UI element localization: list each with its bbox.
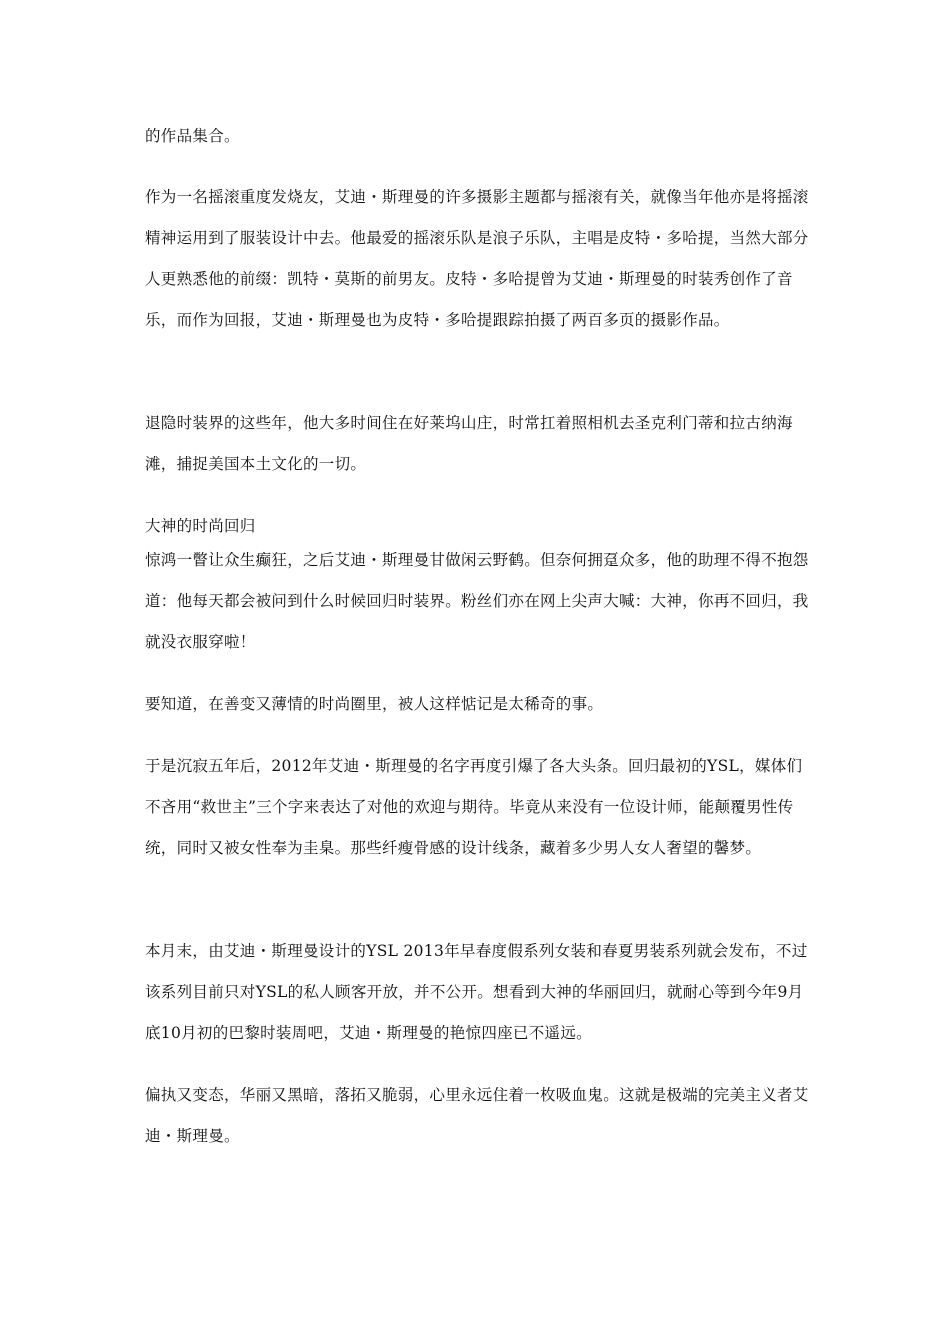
paragraph-rock-photography: 作为一名摇滚重度发烧友，艾迪・斯理曼的许多摄影主题都与摇滚有关，就像当年他亦是将摇滚精神运用到了服装设计中去。他最爱的摇滚乐队是浪子乐队，主唱是皮特・多哈提，当然大部分人更熟悉他的前缀：凯特・莫斯的前男友。皮特・多哈提曾为艾迪・斯理曼的时装秀创作了音乐，而作为回报，艾迪・斯理曼也为皮特・多哈提跟踪拍摄了两百多页的摄影作品。 [145, 188, 809, 329]
paragraph-ysl-collection: 本月末，由艾迪・斯理曼设计的YSL 2013年早春度假系列女装和春夏男装系列就会发布，不过该系列目前只对YSL的私人顾客开放，并不公开。想看到大神的华丽回归，就耐心等到今年9月底10月初的巴黎时装周吧，艾迪・斯理曼的艳惊四座已不遥远。 [145, 942, 808, 1042]
paragraph-conclusion: 偏执又变态，华丽又黑暗，落拓又脆弱，心里永远住着一枚吸血鬼。这就是极端的完美主义者艾迪・斯理曼。 [145, 1086, 809, 1145]
section-heading: 大神的时尚回归 [145, 517, 256, 535]
paragraph-retirement: 退隐时装界的这些年，他大多时间住在好莱坞山庄，时常扛着照相机去圣克利门蒂和拉古纳海滩，捕捉美国本土文化的一切。 [145, 414, 793, 473]
paragraph-fans: 惊鸿一瞥让众生癫狂，之后艾迪・斯理曼甘做闲云野鹤。但奈何拥趸众多，他的助理不得不抱怨道：他每天都会被问到什么时候回归时装界。粉丝们亦在网上尖声大喊：大神，你再不回归，我就没衣服穿啦！ [145, 551, 809, 651]
paragraph-intro-end: 的作品集合。 [145, 127, 240, 145]
paragraph-return-2012: 于是沉寂五年后，2012年艾迪・斯理曼的名字再度引爆了各大头条。回归最初的YSL，媒体们不吝用“救世主”三个字来表达了对他的欢迎与期待。毕竟从来没有一位设计师，能颠覆男性传统，同时又被女性奉为圭臬。那些纤瘦骨感的设计线条，藏着多少男人女人奢望的馨梦。 [145, 757, 803, 857]
paragraph-fashion-circle: 要知道，在善变又薄情的时尚圈里，被人这样惦记是太稀奇的事。 [145, 695, 604, 713]
